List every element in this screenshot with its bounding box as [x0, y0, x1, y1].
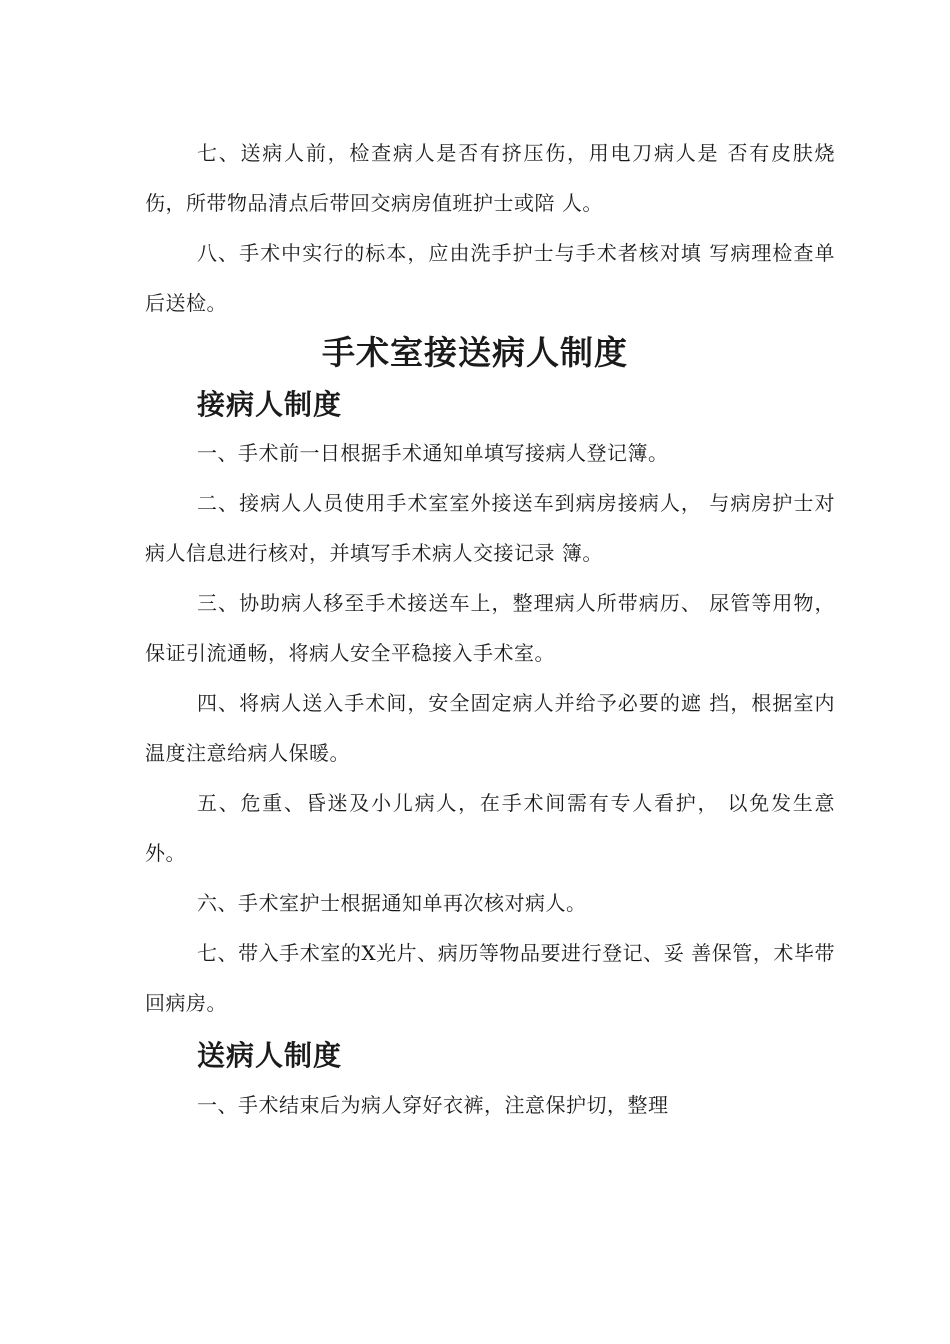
- receive-item-5: 五、危重、昏迷及小儿病人，在手术间需有专人看护， 以免发生意外。: [145, 791, 835, 865]
- receive-item-4: 四、将病人送入手术间，安全固定病人并给予必要的遮 挡，根据室内温度注意给病人保暖。: [145, 691, 835, 765]
- page-title: 手术室接送病人制度: [322, 333, 628, 372]
- prev-item-8: 八、手术中实行的标本，应由洗手护士与手术者核对填 写病理检查单后送检。: [145, 241, 835, 315]
- prev-item-7: 七、送病人前，检查病人是否有挤压伤，用电刀病人是 否有皮肤烧伤，所带物品清点后带回交病房值班护士或陪 人。: [145, 141, 835, 215]
- send-heading: 送病人制度: [197, 1039, 343, 1072]
- receive-item-1: 一、手术前一日根据手术通知单填写接病人登记簿。: [197, 441, 669, 465]
- receive-item-3: 三、协助病人移至手术接送车上，整理病人所带病历、 尿管等用物，保证引流通畅，将病人安全平稳接入手术室。: [145, 591, 835, 665]
- send-item-1: 一、手术结束后为病人穿好衣裤，注意保护切，整理: [197, 1093, 669, 1117]
- receive-item-2: 二、接病人人员使用手术室室外接送车到病房接病人， 与病房护士对病人信息进行核对，并填写手术病人交接记录 簿。: [145, 491, 835, 565]
- receive-heading: 接病人制度: [197, 388, 343, 421]
- receive-item-6: 六、手术室护士根据通知单再次核对病人。: [197, 891, 587, 915]
- receive-item-7: 七、带入手术室的X光片、病历等物品要进行登记、妥 善保管，术毕带回病房。: [145, 941, 835, 1015]
